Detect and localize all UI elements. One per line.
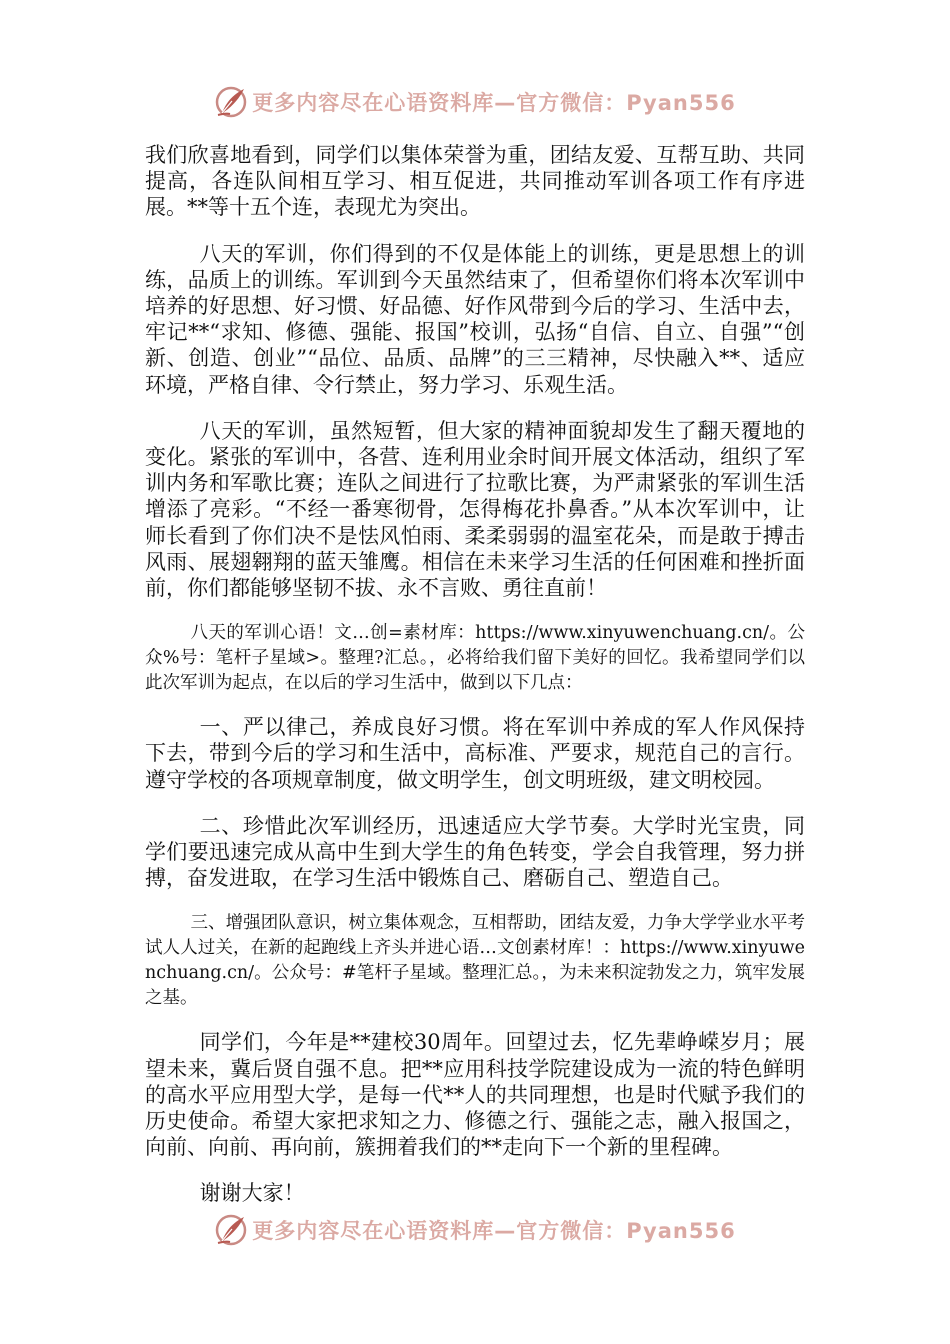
paragraph-6: 二、珍惜此次军训经历，迅速适应大学节奏。大学时光宝贵，同学们要迅速完成从高中生到大学生的角色转变，学会自我管理，努力拼搏，奋发进取，在学习生活中锻炼自己、磨砺自己、塑造自己。 [145, 813, 805, 891]
paragraph-3: 八天的军训，虽然短暂，但大家的精神面貌却发生了翻天覆地的变化。紧张的军训中，各营、连利用业余时间开展文体活动，组织了军训内务和军歌比赛；连队之间进行了拉歌比赛，为严肃紧张的军训生活增添了亮彩。“不经一番寒彻骨，怎得梅花扑鼻香。”从本次军训中，让师长看到了你们决不是怯风怕雨、柔柔弱弱的温室花朵，而是敢于搏击风雨、展翅翱翔的蓝天雏鹰。相信在未来学习生活的任何困难和挫折面前，你们都能够坚韧不拔、永不言败、勇往直前！ [145, 418, 805, 601]
paragraph-4: 八天的军训心语！文…创=素材库：https://www.xinyuwenchuang.cn/。公众%号：笔杆子星域>。整理?汇总。，必将给我们留下美好的回忆。我希望同学们以此次军训为起点，在以后的学习生活中，做到以下几点： [145, 623, 805, 694]
paragraph-closing: 谢谢大家！ [199, 1181, 305, 1206]
feather-pen-icon [214, 85, 248, 119]
paragraph-7: 三、增强团队意识，树立集体观念，互相帮助，团结友爱，力争大学学业水平考试人人过关，在新的起跑线上齐头并进心语…文创素材库！：https://www.xinyuwenchuang.cn/。公众号：#笔杆子星域。整理汇总。，为未来积淀勃发之力，筑牢发展之基。 [145, 913, 805, 1009]
paragraph-8: 同学们，今年是**建校30周年。回望过去，忆先辈峥嵘岁月；展望未来，冀后贤自强不息。把**应用科技学院建设成为一流的特色鲜明的高水平应用型大学，是每一代**人的共同理想，也是时代赋予我们的历史使命。希望大家把求知之力、修德之行、强能之志，融入报国之，向前、向前、再向前，簇拥着我们的**走向下一个新的里程碑。 [145, 1030, 805, 1160]
paragraph-1: 我们欣喜地看到，同学们以集体荣誉为重，团结友爱、互帮互助、共同提高，各连队间相互学习、相互促进，共同推动军训各项工作有序进展。**等十五个连，表现尤为突出。 [145, 143, 805, 220]
banner-text: 更多内容尽在心语资料库—官方微信：Pyan556 [252, 1219, 736, 1243]
paragraph-2: 八天的军训，你们得到的不仅是体能上的训练，更是思想上的训练，品质上的训练。军训到今天虽然结束了，但希望你们将本次军训中培养的好思想、好习惯、好品德、好作风带到今后的学习、生活中去，牢记**“求知、修德、强能、报国”校训，弘扬“自信、自立、自强”“创新、创造、创业”“品位、品质、品牌”的三三精神，尽快融入**、适应环境，严格自律、令行禁止，努力学习、乐观生活。 [145, 241, 805, 397]
banner-text: 更多内容尽在心语资料库—官方微信：Pyan556 [252, 91, 736, 115]
feather-pen-icon [214, 1213, 248, 1247]
footer-watermark-banner [0, 1210, 950, 1250]
paragraph-5: 一、严以律己，养成良好习惯。将在军训中养成的军人作风保持下去，带到今后的学习和生活中，高标准、严要求，规范自己的言行。遵守学校的各项规章制度，做文明学生，创文明班级，建文明校园。 [145, 715, 805, 792]
document-body [145, 142, 805, 1227]
header-watermark-banner [0, 82, 950, 122]
